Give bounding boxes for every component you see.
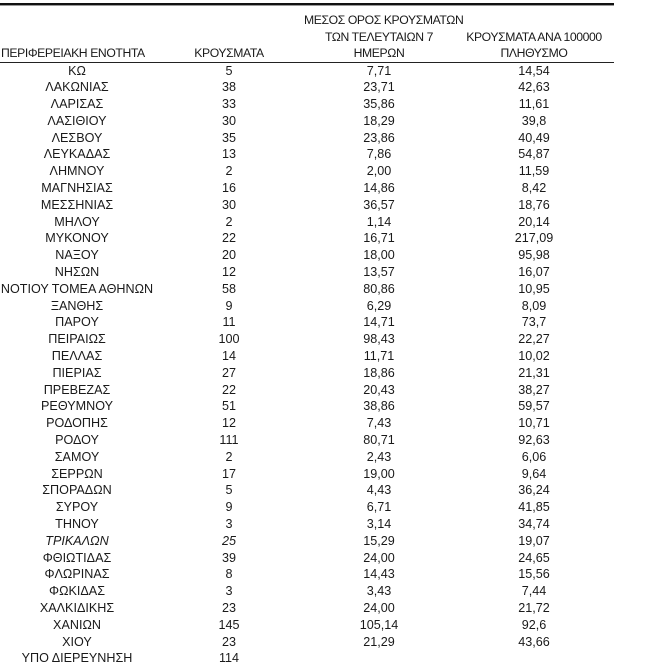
avg7-cell: 24,00 xyxy=(363,601,395,615)
avg7-cell: 3,43 xyxy=(366,584,392,599)
cases-cell: 27 xyxy=(221,365,236,380)
table-row xyxy=(0,415,614,432)
cases-cell: 100 xyxy=(218,332,240,347)
per100k-cell: 8,42 xyxy=(521,181,547,196)
region-cell: ΣΠΟΡΑΔΩΝ xyxy=(42,483,112,498)
table-row xyxy=(0,281,614,298)
table-row xyxy=(0,214,614,231)
cases-cell: 58 xyxy=(221,281,236,296)
region-cell: ΦΩΚΙΔΑΣ xyxy=(49,584,105,599)
avg7-cell: 80,71 xyxy=(363,433,395,448)
per100k-cell: 38,27 xyxy=(518,382,550,397)
avg7-cell: 6,71 xyxy=(366,500,392,515)
cases-cell: 33 xyxy=(221,97,236,112)
per100k-cell: 92,63 xyxy=(518,433,550,448)
avg7-cell: 80,86 xyxy=(363,281,395,296)
table-row xyxy=(0,382,614,399)
header-avg7-line2: ΤΩΝ ΤΕΛΕΥΤΑΙΩΝ 7 xyxy=(324,29,433,44)
per100k-cell: 8,09 xyxy=(521,298,547,313)
per100k-cell: 22,27 xyxy=(518,332,550,347)
header-cases-label: ΚΡΟΥΣΜΑΤΑ xyxy=(194,46,264,60)
avg7-cell: 21,29 xyxy=(363,634,395,649)
cases-cell: 13 xyxy=(221,147,236,162)
cases-cell: 51 xyxy=(221,399,236,414)
region-cell: ΝΟΤΙΟΥ ΤΟΜΕΑ ΑΘΗΝΩΝ xyxy=(0,281,154,296)
table-row xyxy=(0,197,614,214)
cases-cell: 111 xyxy=(219,433,239,448)
table-row xyxy=(0,533,614,550)
table-row xyxy=(0,96,614,113)
table-row xyxy=(0,247,614,264)
per100k-cell: 59,57 xyxy=(518,399,550,414)
table-row xyxy=(0,62,614,79)
table-row xyxy=(0,600,614,617)
per100k-cell: 95,98 xyxy=(518,248,550,263)
region-cell: ΜΕΣΣΗΝΙΑΣ xyxy=(40,197,114,212)
per100k-cell: 10,02 xyxy=(518,349,550,364)
cases-cell: 22 xyxy=(221,382,236,397)
region-cell: ΜΗΛΟΥ xyxy=(54,214,100,229)
table-row xyxy=(0,650,614,667)
region-cell: ΦΛΩΡΙΝΑΣ xyxy=(44,567,110,582)
per100k-cell: 92,6 xyxy=(521,617,547,632)
per100k-cell: 9,64 xyxy=(521,466,547,481)
table-row xyxy=(0,398,614,415)
avg7-cell: 13,57 xyxy=(363,265,395,280)
avg7-cell: 19,00 xyxy=(363,466,395,481)
region-cell: ΠΕΛΛΑΣ xyxy=(51,349,103,364)
table-row xyxy=(0,331,614,348)
region-cell: ΛΑΚΩΝΙΑΣ xyxy=(45,80,109,95)
cases-cell: 2 xyxy=(225,214,233,229)
header-region-label: ΠΕΡΙΦΕΡΕΙΑΚΗ ΕΝΟΤΗΤΑ xyxy=(1,46,145,60)
region-cell: ΥΠΟ ΔΙΕΡΕΥΝΗΣΗ xyxy=(21,651,133,666)
per100k-cell: 15,56 xyxy=(518,567,550,582)
per100k-cell: 10,95 xyxy=(518,281,550,296)
avg7-cell xyxy=(304,650,454,667)
cases-cell: 2 xyxy=(225,164,233,179)
cases-cell: 17 xyxy=(221,466,236,481)
avg7-cell: 15,29 xyxy=(363,533,395,548)
cases-cell: 114 xyxy=(218,651,240,666)
region-cell: ΡΟΔΟΠΗΣ xyxy=(46,416,108,431)
avg7-cell: 18,86 xyxy=(363,365,395,380)
cases-cell: 22 xyxy=(221,231,236,246)
table-row xyxy=(0,264,614,281)
per100k-cell xyxy=(454,650,614,667)
region-cell: ΚΩ xyxy=(68,63,86,78)
per100k-cell: 39,8 xyxy=(521,113,547,128)
table-row xyxy=(0,365,614,382)
avg7-cell: 6,29 xyxy=(366,298,392,313)
per100k-cell: 54,87 xyxy=(518,147,550,162)
cases-cell: 20 xyxy=(221,248,236,263)
region-cell: ΛΑΣΙΘΙΟΥ xyxy=(47,113,107,128)
region-cell: ΦΘΙΩΤΙΔΑΣ xyxy=(42,550,112,565)
avg7-cell: 2,43 xyxy=(366,449,392,464)
region-cell: ΜΑΓΝΗΣΙΑΣ xyxy=(41,181,113,196)
table-row xyxy=(0,79,614,96)
cases-cell: 30 xyxy=(221,197,236,212)
per100k-cell: 7,44 xyxy=(521,584,547,599)
region-cell: ΜΥΚΟΝΟΥ xyxy=(45,231,109,246)
per100k-cell: 18,76 xyxy=(518,197,550,212)
table-row xyxy=(0,566,614,583)
table-row xyxy=(0,432,614,449)
table-row xyxy=(0,348,614,365)
avg7-cell: 35,86 xyxy=(363,97,395,112)
per100k-cell: 73,7 xyxy=(521,315,547,330)
region-cell: ΤΡΙΚΑΛΩΝ xyxy=(45,533,109,548)
cases-cell: 3 xyxy=(225,584,233,599)
cases-cell: 12 xyxy=(221,416,236,431)
region-cell: ΣΑΜΟΥ xyxy=(54,449,100,464)
header-per100k-line2: ΠΛΗΘΥΣΜΟ xyxy=(500,46,568,60)
per100k-cell: 6,06 xyxy=(521,449,547,464)
avg7-cell: 98,43 xyxy=(363,332,395,347)
table-row xyxy=(0,163,614,180)
avg7-cell: 11,71 xyxy=(363,349,395,364)
avg7-cell: 18,00 xyxy=(363,248,395,263)
table-row xyxy=(0,634,614,651)
cases-cell: 30 xyxy=(221,113,236,128)
cases-cell: 2 xyxy=(225,449,233,464)
region-cell: ΡΟΔΟΥ xyxy=(55,433,99,448)
per100k-cell: 40,49 xyxy=(518,130,550,145)
table-row xyxy=(0,466,614,483)
region-cell: ΧΑΛΚΙΔΙΚΗΣ xyxy=(39,601,115,615)
avg7-cell: 16,71 xyxy=(363,231,395,246)
per100k-cell: 11,61 xyxy=(518,97,550,112)
per100k-cell: 24,65 xyxy=(518,550,550,565)
per100k-cell: 19,07 xyxy=(518,533,550,548)
cases-cell: 3 xyxy=(225,517,233,532)
avg7-cell: 3,14 xyxy=(366,517,392,532)
per100k-cell: 34,74 xyxy=(518,517,550,532)
region-cell: ΞΑΝΘΗΣ xyxy=(50,298,104,313)
per100k-cell: 16,07 xyxy=(518,265,550,280)
per100k-cell: 36,24 xyxy=(518,483,550,498)
cases-cell: 14 xyxy=(221,349,236,364)
header-per100k xyxy=(454,6,614,62)
region-cell: ΠΙΕΡΙΑΣ xyxy=(52,365,102,380)
header-per100k-line1: ΚΡΟΥΣΜΑΤΑ ΑΝΑ 100000 xyxy=(466,29,602,44)
per100k-cell: 21,72 xyxy=(518,601,550,615)
cases-cell: 5 xyxy=(225,63,233,78)
per100k-cell: 42,63 xyxy=(518,80,550,95)
region-cell: ΠΑΡΟΥ xyxy=(55,315,99,330)
table-row xyxy=(0,482,614,499)
per100k-cell: 43,66 xyxy=(518,634,550,649)
avg7-cell: 36,57 xyxy=(363,197,395,212)
cases-cell: 12 xyxy=(221,265,236,280)
table-row xyxy=(0,583,614,600)
cases-by-region-table xyxy=(0,6,614,667)
table-row xyxy=(0,298,614,315)
region-cell: ΛΕΥΚΑΔΑΣ xyxy=(43,147,111,162)
table-row xyxy=(0,314,614,331)
table-top-border xyxy=(0,3,614,5)
per100k-cell: 20,14 xyxy=(518,214,550,229)
header-avg7-line1: ΜΕΣΟΣ ΟΡΟΣ ΚΡΟΥΣΜΑΤΩΝ xyxy=(304,13,464,27)
cases-cell: 9 xyxy=(225,500,233,515)
region-cell: ΡΕΘΥΜΝΟΥ xyxy=(41,399,113,414)
per100k-cell: 10,71 xyxy=(518,416,550,431)
cases-cell: 16 xyxy=(221,181,236,196)
avg7-cell: 4,43 xyxy=(366,483,392,498)
table-row xyxy=(0,499,614,516)
header-avg7-line3: ΗΜΕΡΩΝ xyxy=(353,46,405,60)
cases-cell: 9 xyxy=(225,298,233,313)
region-cell: ΠΕΙΡΑΙΩΣ xyxy=(48,332,106,347)
region-cell: ΝΗΣΩΝ xyxy=(54,265,100,280)
table-row xyxy=(0,230,614,247)
avg7-cell: 20,43 xyxy=(363,382,395,397)
cases-cell: 8 xyxy=(225,567,233,582)
header-cases xyxy=(154,6,304,62)
per100k-cell: 217,09 xyxy=(514,231,554,246)
avg7-cell: 38,86 xyxy=(363,399,395,414)
cases-cell: 25 xyxy=(221,533,236,548)
region-cell: ΝΑΞΟΥ xyxy=(55,248,99,263)
table-row xyxy=(0,113,614,130)
avg7-cell: 7,43 xyxy=(366,416,392,431)
cases-cell: 23 xyxy=(221,601,236,615)
table-row xyxy=(0,617,614,634)
cases-cell: 145 xyxy=(218,617,240,632)
avg7-cell: 14,71 xyxy=(363,315,395,330)
avg7-cell: 24,00 xyxy=(363,550,395,565)
table-row xyxy=(0,449,614,466)
table-row xyxy=(0,146,614,163)
avg7-cell: 14,43 xyxy=(363,567,395,582)
header-row xyxy=(0,6,614,62)
cases-cell: 11 xyxy=(222,315,236,330)
avg7-cell: 23,71 xyxy=(363,80,395,95)
header-region xyxy=(0,6,154,62)
avg7-cell: 14,86 xyxy=(363,181,395,196)
avg7-cell: 2,00 xyxy=(366,164,392,179)
per100k-cell: 14,54 xyxy=(518,63,550,78)
avg7-cell: 105,14 xyxy=(359,617,399,632)
table-header xyxy=(0,6,614,62)
region-cell: ΧΑΝΙΩΝ xyxy=(53,617,101,632)
region-cell: ΛΗΜΝΟΥ xyxy=(49,164,105,179)
per100k-cell: 11,59 xyxy=(518,164,550,179)
table-row xyxy=(0,516,614,533)
avg7-cell: 1,14 xyxy=(366,214,392,229)
avg7-cell: 7,71 xyxy=(366,63,392,78)
cases-cell: 23 xyxy=(221,634,236,649)
table-row xyxy=(0,130,614,147)
cases-cell: 5 xyxy=(225,483,233,498)
header-avg7 xyxy=(304,6,464,62)
avg7-cell: 7,86 xyxy=(366,147,392,162)
per100k-cell: 21,31 xyxy=(518,365,550,380)
table-row xyxy=(0,550,614,567)
cases-cell: 39 xyxy=(221,550,236,565)
avg7-cell: 23,86 xyxy=(363,130,395,145)
region-cell: ΛΑΡΙΣΑΣ xyxy=(50,97,104,112)
table-body xyxy=(0,62,614,667)
per100k-cell: 41,85 xyxy=(518,500,550,515)
region-cell: ΤΗΝΟΥ xyxy=(55,517,99,532)
region-cell: ΣΕΡΡΩΝ xyxy=(51,466,103,481)
region-cell: ΣΥΡΟΥ xyxy=(55,500,99,515)
avg7-cell: 18,29 xyxy=(363,113,395,128)
region-cell: ΠΡΕΒΕΖΑΣ xyxy=(43,382,111,397)
region-cell: ΧΙΟΥ xyxy=(62,634,92,649)
region-cell: ΛΕΣΒΟΥ xyxy=(51,130,103,145)
cases-cell: 35 xyxy=(221,130,236,145)
table-row xyxy=(0,180,614,197)
cases-cell: 38 xyxy=(221,80,236,95)
